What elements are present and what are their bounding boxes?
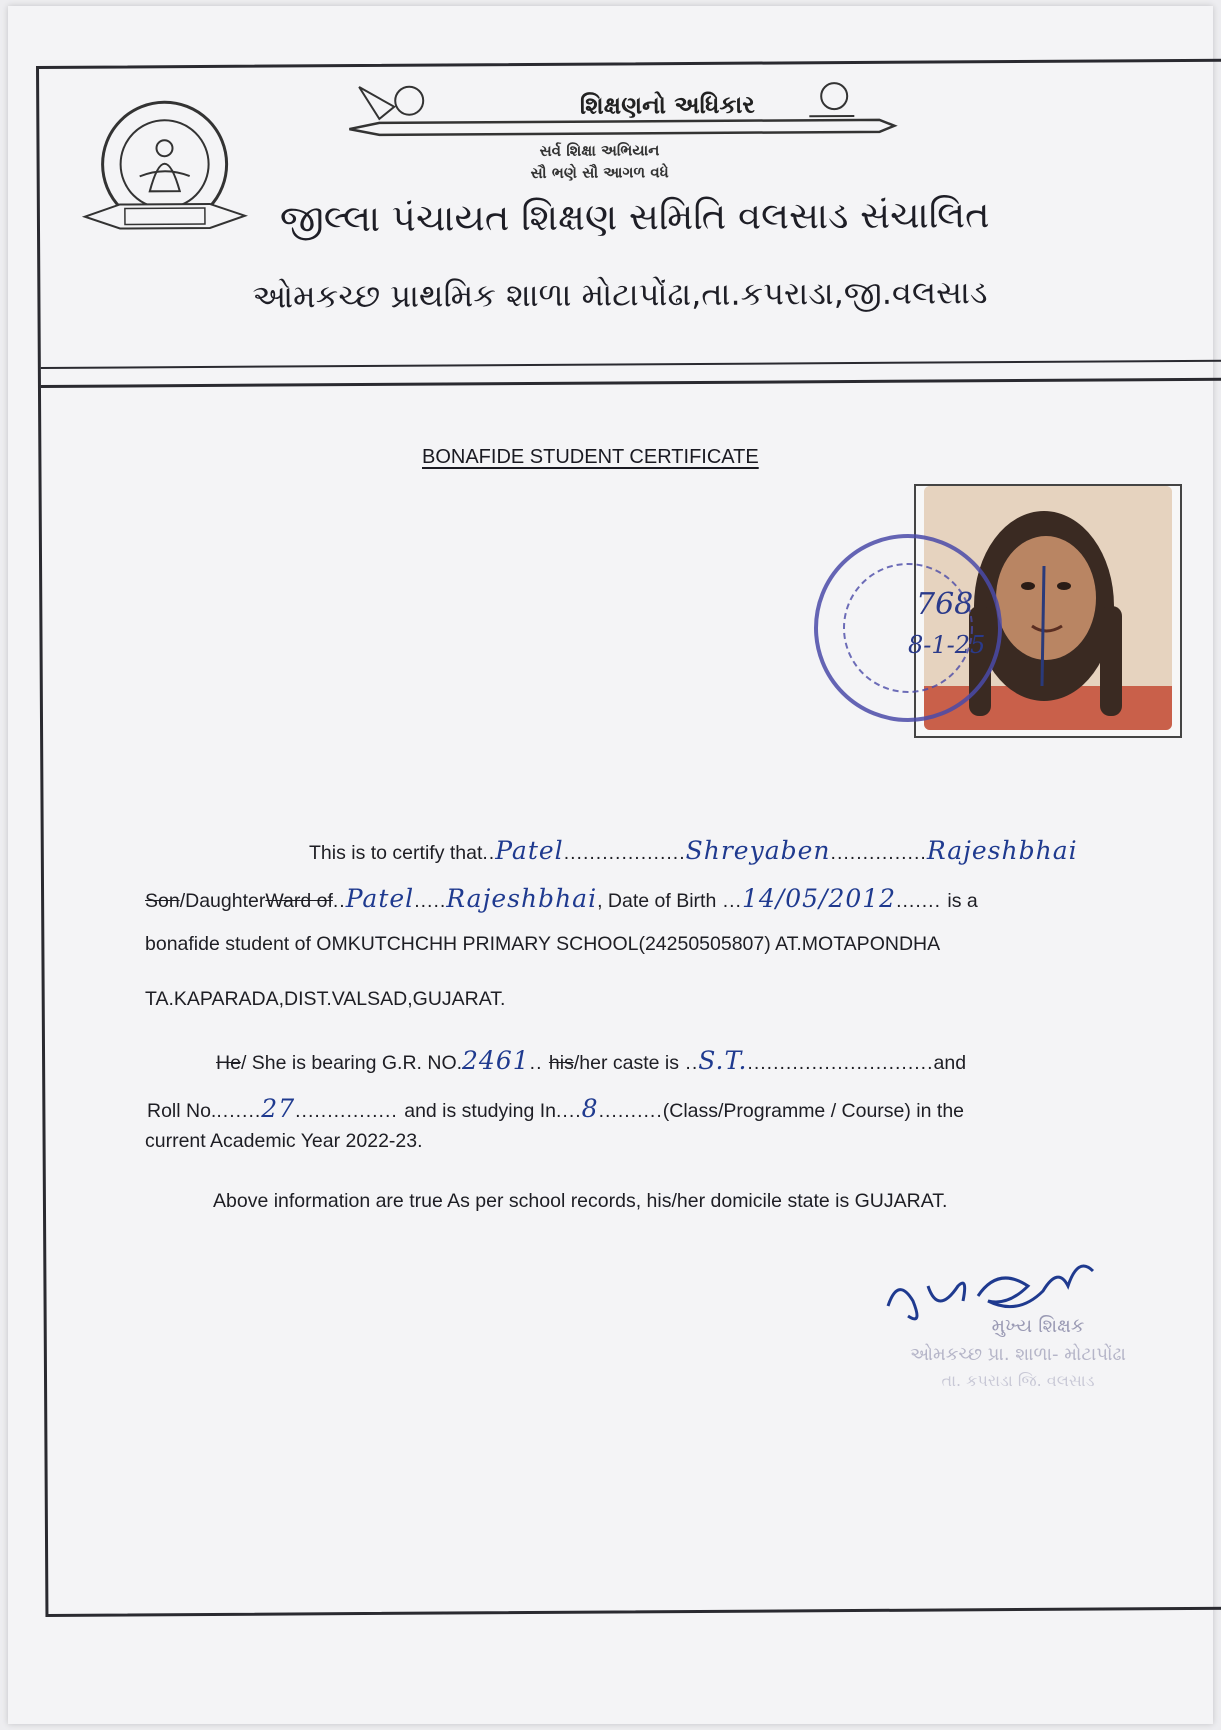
student-last-name: Rajeshbhai <box>926 836 1078 865</box>
certify-line: This is to certify that..Patel...................Shreyaben...............Rajeshbhai <box>309 836 1078 865</box>
domicile-line: Above information are true As per school records, his/her domicile state is GUJARAT. <box>213 1190 948 1212</box>
abhiyan-name: સર્વ શિક્ષા અભિયાન <box>539 141 660 160</box>
certificate-sheet <box>8 6 1213 1724</box>
roll-number: 27 <box>261 1094 296 1123</box>
certificate-title: BONAFIDE STUDENT CERTIFICATE <box>422 446 759 468</box>
school-emblem-seal <box>79 96 250 247</box>
son-struck: Son <box>145 890 180 912</box>
school-stamp <box>808 518 1018 738</box>
ward-struck: Ward of <box>265 890 333 912</box>
certify-prefix: This is to certify that <box>309 842 483 864</box>
roll-label: Roll No. <box>147 1100 217 1122</box>
student-middle-name: Shreyaben <box>685 836 831 865</box>
parent-last-name: Rajeshbhai <box>446 884 598 913</box>
school-line-1: bonafide student of OMKUTCHCHH PRIMARY SCHOOL(24250505807) AT.MOTAPONDHA <box>145 933 941 955</box>
student-first-name: Patel <box>495 836 564 865</box>
gr-caste-line: He/ She is bearing G.R. NO.2461.. his/her caste is ..S.T..............................and <box>216 1046 967 1075</box>
stamp-date: 8-1-25 <box>908 631 986 659</box>
signatory-taluka: તા. કપરાડા જિ. વલસાડ <box>941 1371 1095 1390</box>
header-divider <box>41 360 1221 369</box>
stamp-entry-number: 768 <box>916 587 974 622</box>
parent-first-name: Patel <box>345 884 415 913</box>
daughter-label: /Daughter <box>179 890 266 912</box>
headmaster-signature <box>868 1246 1148 1406</box>
roll-class-line: Roll No........27................ and is studying In....8..........(Class/Programme / Course) in the <box>147 1094 965 1123</box>
district-committee-line: જીલ્લા પંચાયત શિક્ષણ સમિતિ વલસાડ સંચાલિત <box>279 193 990 241</box>
his-struck: his <box>548 1052 574 1074</box>
caste-value: S.T. <box>698 1046 748 1075</box>
is-a-label: is a <box>947 890 978 912</box>
signatory-title: મુખ્ય શિક્ષક <box>991 1315 1085 1337</box>
class-suffix: (Class/Programme / Course) in the <box>662 1100 965 1122</box>
and-label: and <box>933 1052 967 1074</box>
gr-number: 2461 <box>462 1046 530 1075</box>
parent-line: Son/DaughterWard of..Patel.....Rajeshbhai, Date of Birth ...14/05/2012....... is a <box>145 884 978 913</box>
dob-label: , Date of Birth <box>597 890 717 912</box>
she-bearing-label: / She is bearing G.R. NO. <box>240 1052 463 1074</box>
school-line-2: TA.KAPARADA,DIST.VALSAD,GUJARAT. <box>145 988 506 1010</box>
he-struck: He <box>216 1052 241 1074</box>
signatory-school: ઓમકચ્છ પ્રા. શાળા- મોટાપોંઢા <box>910 1344 1126 1365</box>
studying-label: and is studying In <box>404 1100 556 1122</box>
school-name-line: ઓમકચ્છ પ્રાથમિક શાળા મોટાપોંઢા,તા.કપરાડા,જી.વલસાડ <box>252 273 988 316</box>
abhiyan-slogan: સૌ ભણે સૌ આગળ વધે <box>530 163 669 182</box>
academic-year-line: current Academic Year 2022-23. <box>145 1130 423 1152</box>
dob-value: 14/05/2012 <box>741 884 897 913</box>
header-divider-thick <box>41 378 1221 388</box>
class-number: 8 <box>581 1094 599 1123</box>
her-caste-label: /her caste is <box>573 1052 679 1074</box>
banner-title: શિક્ષણનો અધિકાર <box>579 90 755 120</box>
